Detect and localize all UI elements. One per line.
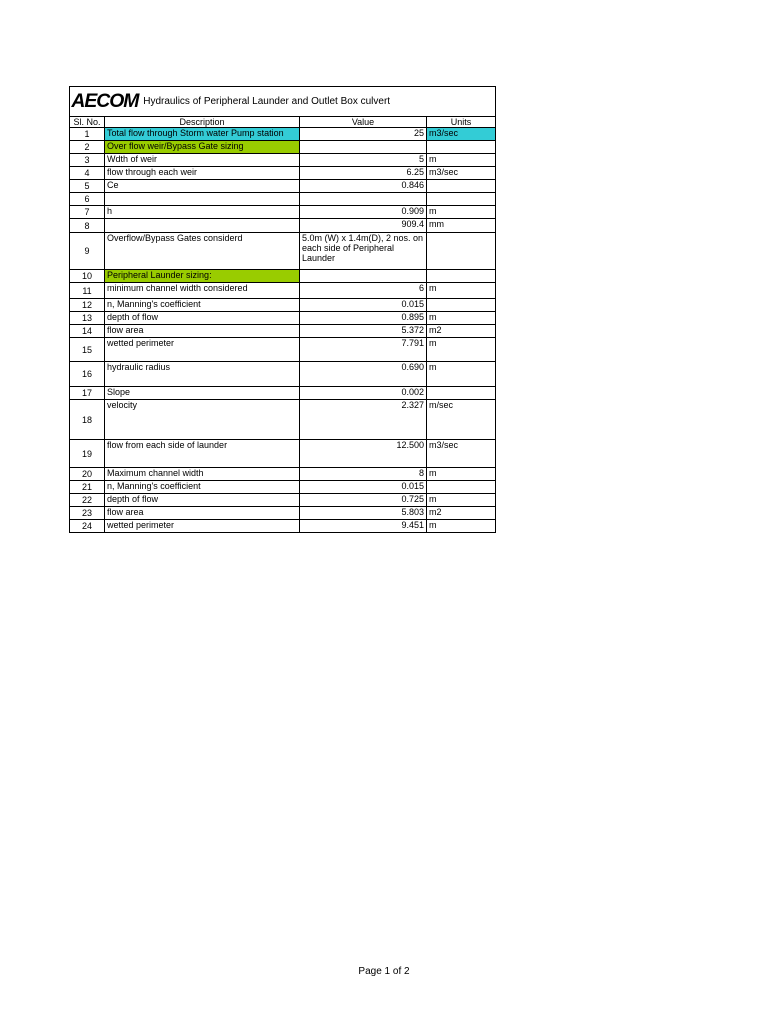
- sheet-title: Hydraulics of Peripheral Launder and Outlet Box culvert: [143, 95, 391, 107]
- col-header-sl: Sl. No.: [70, 117, 105, 128]
- table-row: [70, 468, 496, 481]
- units-cell: [427, 387, 496, 400]
- units-cell: m: [427, 520, 496, 533]
- description-cell: flow through each weir: [105, 167, 300, 180]
- units-cell: m: [427, 362, 496, 387]
- value-cell: 0.895: [300, 312, 427, 325]
- value-cell: 2.327: [300, 400, 427, 440]
- description-cell: Slope: [105, 387, 300, 400]
- description-cell: flow from each side of launder: [105, 440, 300, 468]
- description-cell: n, Manning's coefficient: [105, 299, 300, 312]
- table-row: [70, 219, 496, 233]
- value-cell: 0.002: [300, 387, 427, 400]
- value-cell: 0.015: [300, 481, 427, 494]
- row-number-cell: 1: [70, 128, 105, 141]
- row-number-cell: 11: [70, 283, 105, 299]
- description-cell: depth of flow: [105, 494, 300, 507]
- value-cell: 12.500: [300, 440, 427, 468]
- value-cell: 5.0m (W) x 1.4m(D), 2 nos. on each side of Peripheral Launder: [300, 233, 427, 270]
- aecom-logo: AECOM: [71, 90, 139, 112]
- value-cell: 0.909: [300, 206, 427, 219]
- title-cell: [70, 87, 496, 117]
- column-header-row: [70, 117, 496, 128]
- description-cell: velocity: [105, 400, 300, 440]
- row-number-cell: 8: [70, 219, 105, 233]
- description-cell: Overflow/Bypass Gates considerd: [105, 233, 300, 270]
- units-cell: m3/sec: [427, 128, 496, 141]
- description-cell: wetted perimeter: [105, 338, 300, 362]
- value-cell: 25: [300, 128, 427, 141]
- units-cell: mm: [427, 219, 496, 233]
- units-cell: m: [427, 338, 496, 362]
- row-number-cell: 9: [70, 233, 105, 270]
- title-row: [70, 87, 496, 117]
- units-cell: [427, 180, 496, 193]
- table-row: [70, 440, 496, 468]
- row-number-cell: 3: [70, 154, 105, 167]
- value-cell: 5.372: [300, 325, 427, 338]
- value-cell: 0.846: [300, 180, 427, 193]
- table-row: [70, 312, 496, 325]
- units-cell: m3/sec: [427, 440, 496, 468]
- value-cell: 5.803: [300, 507, 427, 520]
- units-cell: m: [427, 283, 496, 299]
- units-cell: m2: [427, 325, 496, 338]
- table-row: [70, 400, 496, 440]
- description-cell: Ce: [105, 180, 300, 193]
- value-cell: [300, 193, 427, 206]
- description-cell: [105, 193, 300, 206]
- units-cell: m: [427, 494, 496, 507]
- table-row: [70, 362, 496, 387]
- table-row: [70, 233, 496, 270]
- units-cell: m/sec: [427, 400, 496, 440]
- col-header-description: Description: [105, 117, 300, 128]
- value-cell: 0.690: [300, 362, 427, 387]
- units-cell: [427, 141, 496, 154]
- description-cell: Over flow weir/Bypass Gate sizing: [105, 141, 300, 154]
- table-row: [70, 325, 496, 338]
- units-cell: [427, 299, 496, 312]
- table-row: [70, 283, 496, 299]
- value-cell: 0.725: [300, 494, 427, 507]
- units-cell: m: [427, 468, 496, 481]
- row-number-cell: 21: [70, 481, 105, 494]
- table-row: [70, 193, 496, 206]
- col-header-value: Value: [300, 117, 427, 128]
- calculation-table: [69, 86, 496, 533]
- row-number-cell: 18: [70, 400, 105, 440]
- row-number-cell: 24: [70, 520, 105, 533]
- description-cell: [105, 219, 300, 233]
- row-number-cell: 17: [70, 387, 105, 400]
- description-cell: Wdth of weir: [105, 154, 300, 167]
- units-cell: [427, 481, 496, 494]
- description-cell: depth of flow: [105, 312, 300, 325]
- row-number-cell: 19: [70, 440, 105, 468]
- value-cell: 9.451: [300, 520, 427, 533]
- description-cell: Peripheral Launder sizing:: [105, 270, 300, 283]
- table-row: [70, 338, 496, 362]
- row-number-cell: 5: [70, 180, 105, 193]
- units-cell: m: [427, 312, 496, 325]
- description-cell: h: [105, 206, 300, 219]
- table-row: [70, 180, 496, 193]
- description-cell: Maximum channel width: [105, 468, 300, 481]
- table-row: [70, 154, 496, 167]
- table-row: [70, 520, 496, 533]
- page-number: Page 1 of 2: [358, 966, 410, 977]
- value-cell: 8: [300, 468, 427, 481]
- table-row: [70, 141, 496, 154]
- row-number-cell: 7: [70, 206, 105, 219]
- value-cell: 909.4: [300, 219, 427, 233]
- value-cell: [300, 141, 427, 154]
- description-cell: minimum channel width considered: [105, 283, 300, 299]
- table-row: [70, 167, 496, 180]
- description-cell: Total flow through Storm water Pump station: [105, 128, 300, 141]
- units-cell: m3/sec: [427, 167, 496, 180]
- value-cell: 7.791: [300, 338, 427, 362]
- units-cell: [427, 233, 496, 270]
- table-row: [70, 299, 496, 312]
- units-cell: m: [427, 154, 496, 167]
- row-number-cell: 14: [70, 325, 105, 338]
- row-number-cell: 15: [70, 338, 105, 362]
- table-row: [70, 481, 496, 494]
- row-number-cell: 4: [70, 167, 105, 180]
- table-row: [70, 206, 496, 219]
- row-number-cell: 6: [70, 193, 105, 206]
- table-row: [70, 507, 496, 520]
- value-cell: 6: [300, 283, 427, 299]
- units-cell: m2: [427, 507, 496, 520]
- value-cell: 5: [300, 154, 427, 167]
- row-number-cell: 20: [70, 468, 105, 481]
- row-number-cell: 10: [70, 270, 105, 283]
- description-cell: flow area: [105, 325, 300, 338]
- description-cell: flow area: [105, 507, 300, 520]
- description-cell: wetted perimeter: [105, 520, 300, 533]
- row-number-cell: 12: [70, 299, 105, 312]
- col-header-units: Units: [427, 117, 496, 128]
- value-cell: 6.25: [300, 167, 427, 180]
- table-row: [70, 387, 496, 400]
- table-row: [70, 270, 496, 283]
- table-row: [70, 128, 496, 141]
- description-cell: n, Manning's coefficient: [105, 481, 300, 494]
- row-number-cell: 16: [70, 362, 105, 387]
- row-number-cell: 13: [70, 312, 105, 325]
- units-cell: m: [427, 206, 496, 219]
- units-cell: [427, 270, 496, 283]
- value-cell: 0.015: [300, 299, 427, 312]
- units-cell: [427, 193, 496, 206]
- row-number-cell: 22: [70, 494, 105, 507]
- row-number-cell: 23: [70, 507, 105, 520]
- table-row: [70, 494, 496, 507]
- value-cell: [300, 270, 427, 283]
- description-cell: hydraulic radius: [105, 362, 300, 387]
- row-number-cell: 2: [70, 141, 105, 154]
